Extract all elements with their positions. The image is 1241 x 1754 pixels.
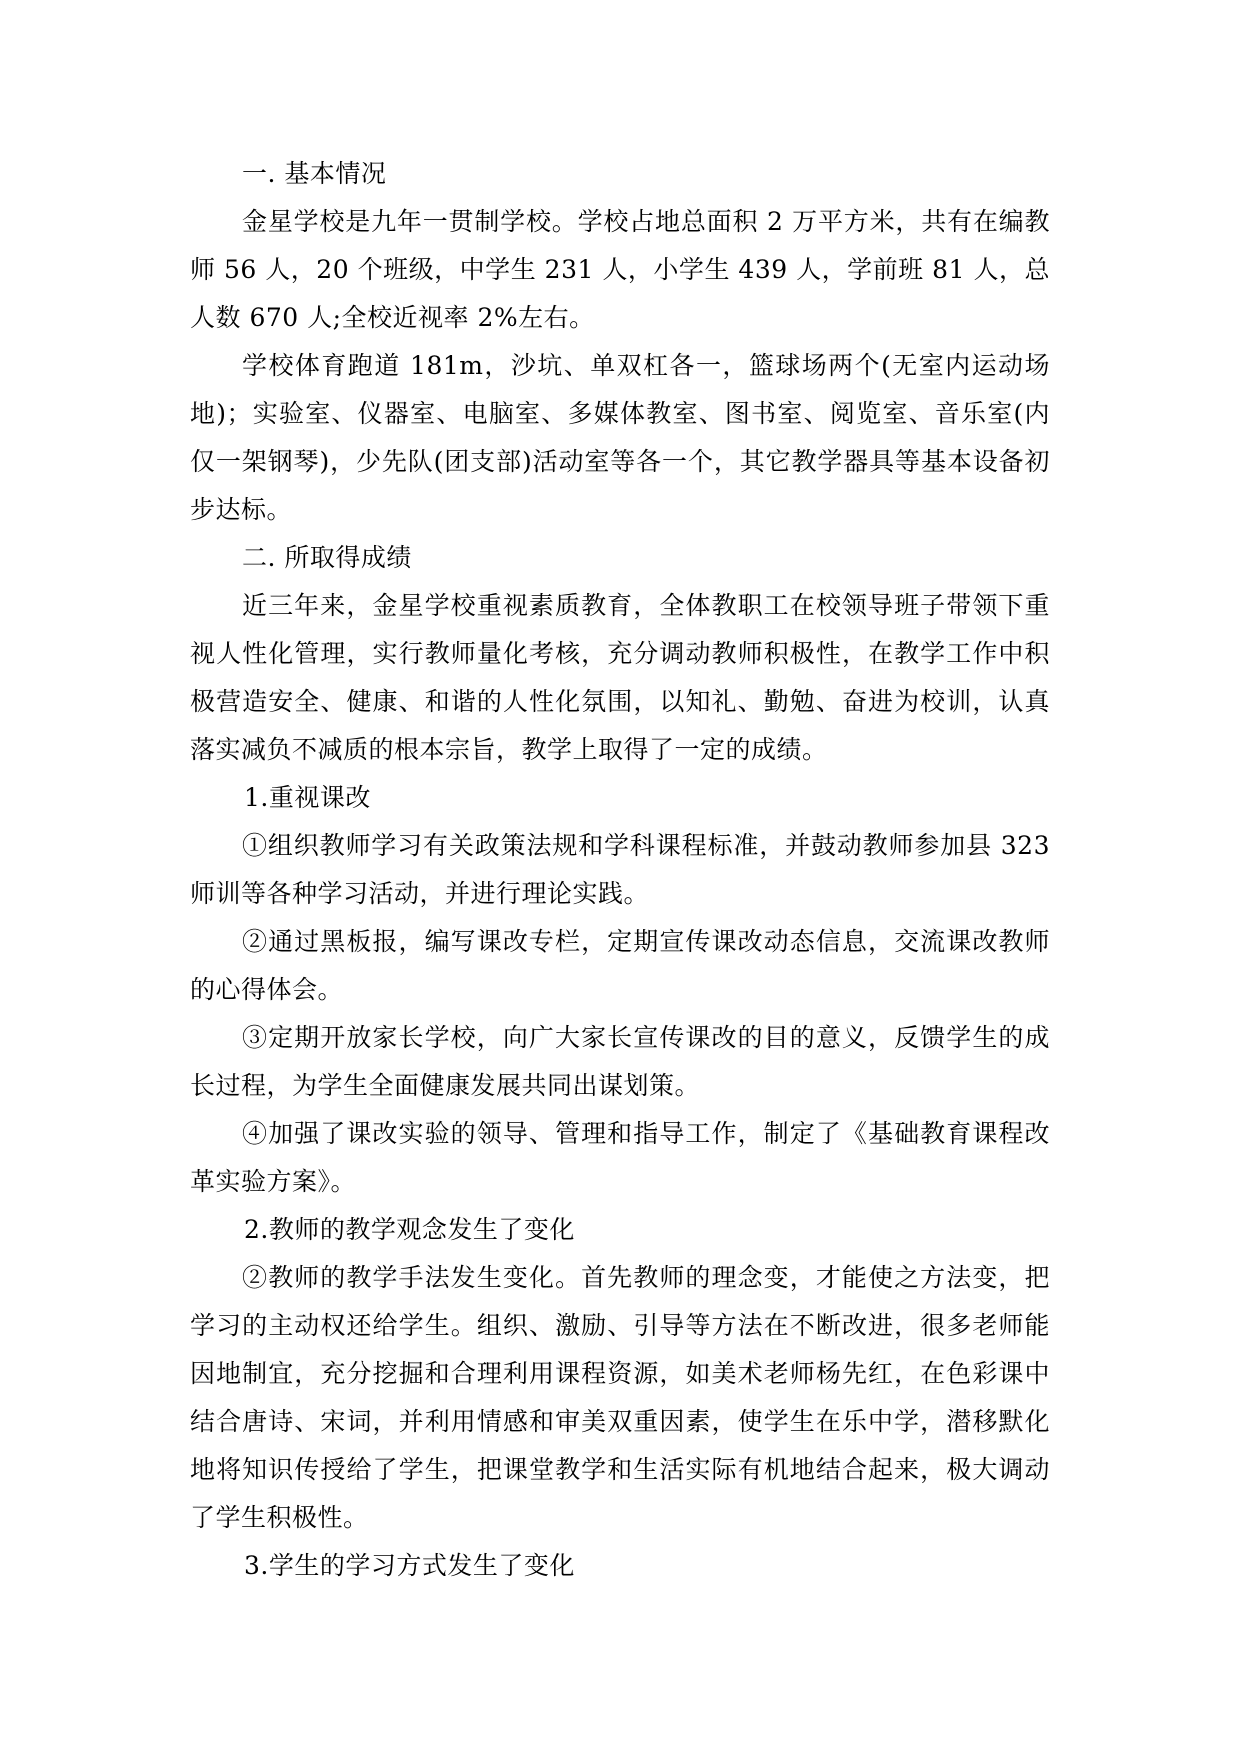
- paragraph-teaching-methods: ②教师的教学手法发生变化。首先教师的理念变，才能使之方法变，把学习的主动权还给学生。组织、激励、引导等方法在不断改进，很多老师能因地制宜，充分挖掘和合理利用课程资源，如美术老师杨先红，在色彩课中结合唐诗、宋词，并利用情感和审美双重因素，使学生在乐中学，潜移默化地将知识传授给了学生，把课堂教学和生活实际有机地结合起来，极大调动了学生积极性。: [190, 1263, 1050, 1532]
- section-heading-achievements: 二. 所取得成绩: [242, 543, 412, 572]
- subheading-curriculum-reform: 1.重视课改: [244, 783, 371, 812]
- section-heading-basic-info: 一. 基本情况: [242, 159, 387, 188]
- paragraph-facilities: 学校体育跑道 181m，沙坑、单双杠各一，篮球场两个(无室内运动场地)；实验室、仪器室、电脑室、多媒体教室、图书室、阅览室、音乐室(内仅一架钢琴)，少先队(团支部)活动室等各一个，其它教学器具等基本设备初步达标。: [190, 351, 1050, 524]
- paragraph-reform-item-1: ①组织教师学习有关政策法规和学科课程标准，并鼓动教师参加县 323 师训等各种学习活动，并进行理论实践。: [190, 831, 1050, 908]
- subheading-learning-styles: 3.学生的学习方式发生了变化: [244, 1551, 575, 1580]
- paragraph-reform-item-3: ③定期开放家长学校，向广大家长宣传课改的目的意义，反馈学生的成长过程，为学生全面健康发展共同出谋划策。: [190, 1023, 1050, 1100]
- document-body: [190, 150, 1050, 1590]
- paragraph-reform-item-4: ④加强了课改实验的领导、管理和指导工作，制定了《基础教育课程改革实验方案》。: [190, 1119, 1050, 1196]
- paragraph-school-overview: 金星学校是九年一贯制学校。学校占地总面积 2 万平方米，共有在编教师 56 人，20 个班级，中学生 231 人，小学生 439 人，学前班 81 人，总人数 670 人;全校近视率 2%左右。: [190, 207, 1050, 332]
- subheading-teaching-concepts: 2.教师的教学观念发生了变化: [244, 1215, 575, 1244]
- paragraph-achievements-intro: 近三年来，金星学校重视素质教育，全体教职工在校领导班子带领下重视人性化管理，实行教师量化考核，充分调动教师积极性，在教学工作中积极营造安全、健康、和谐的人性化氛围，以知礼、勤勉、奋进为校训，认真落实减负不减质的根本宗旨，教学上取得了一定的成绩。: [190, 591, 1050, 764]
- paragraph-reform-item-2: ②通过黑板报，编写课改专栏，定期宣传课改动态信息，交流课改教师的心得体会。: [190, 927, 1050, 1004]
